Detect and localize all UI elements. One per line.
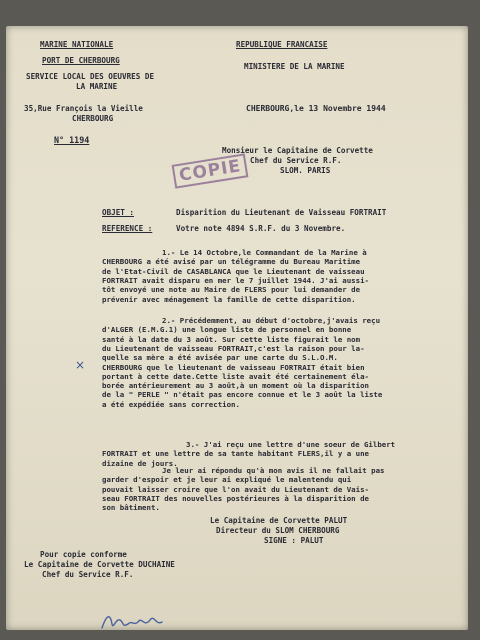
paragraph-1-line: prévenir avec ménagement la famille de cette disparition. <box>102 294 356 304</box>
handwritten-signature <box>98 606 178 636</box>
signature-line1: Le Capitaine de Corvette PALUT <box>210 516 348 525</box>
header-left-line3: SERVICE LOCAL DES OEUVRES DE <box>26 72 155 81</box>
paragraph-2-line: du Lieutenant de vaisseau FORTRAIT,c'est la raison pour la- <box>102 343 365 353</box>
paragraph-2-line: quelle sa mère a été avisée par une carte du S.L.O.M. <box>102 353 338 363</box>
paragraph-4-line: pouvait laisser croire que l'on avait du Lieutenant de Vais- <box>102 484 369 494</box>
header-left-line2: PORT DE CHERBOURG <box>42 56 120 65</box>
paragraph-4-line: garder d'espoir et je leur ai expliqué le malentendu qui <box>102 475 352 485</box>
paragraph-2-line: portant à cette date.Cette liste avait été certainement éla- <box>102 371 369 381</box>
reference-label: REFERENCE : <box>102 224 153 233</box>
paragraph-1-line: de l'Etat-Civil de CASABLANCA que le Lieutenant de vaisseau <box>102 266 365 276</box>
reference-text: Votre note 4894 S.R.F. du 3 Novembre. <box>176 224 346 233</box>
header-right-line2: MINISTERE DE LA MARINE <box>244 62 345 71</box>
paragraph-2-line: de la " PERLE " n'était pas encore connue et le 3 août la liste <box>102 390 383 400</box>
copy-line2: Le Capitaine de Corvette DUCHAINE <box>24 560 175 569</box>
paragraph-3-line: FORTRAIT et une lettre de sa tante habitant FLERS,il y a une <box>102 449 369 459</box>
paragraph-4-line: son bâtiment. <box>102 503 160 513</box>
addressee-line3: SLOM. PARIS <box>280 166 331 175</box>
paragraph-1-line: FORTRAIT avait disparu en mer le 7 juillet 1944. J'ai aussi- <box>102 275 369 285</box>
header-right-line1: REPUBLIQUE FRANCAISE <box>236 40 328 49</box>
header-left-line6: CHERBOURG <box>72 114 114 123</box>
header-left-line4: LA MARINE <box>76 82 118 91</box>
paragraph-3-line: dizaine de jours. <box>102 458 178 468</box>
paragraph-2-line: borée antérieurement au 3 août,à un moment où la disparition <box>102 381 369 391</box>
signature-line3: SIGNE : PALUT <box>264 536 324 545</box>
reference-number: N° 1194 <box>54 135 90 145</box>
copy-line1: Pour copie conforme <box>40 550 127 559</box>
copie-stamp: COPIE <box>172 153 249 188</box>
copy-line3: Chef du Service R.F. <box>42 570 134 579</box>
header-left-line1: MARINE NATIONALE <box>40 40 114 49</box>
paragraph-1-line: 1.- Le 14 Octobre,le Commandant de la Marine à <box>162 248 367 257</box>
letter-page <box>6 26 468 630</box>
paragraph-3-line: 3.- J'ai reçu une lettre d'une soeur de Gilbert <box>186 440 396 449</box>
paragraph-1-line: tôt envoyé une note au Maire de FLERS pour lui demander de <box>102 285 361 295</box>
paragraph-2-line: santé à la date du 3 août. Sur cette liste figurait le nom <box>102 334 361 344</box>
paragraph-2-line: CHERBOURG que le lieutenant de vaisseau FORTRAIT était bien <box>102 362 365 372</box>
letter-date: CHERBOURG,le 13 Novembre 1944 <box>246 104 386 113</box>
addressee-line1: Monsieur le Capitaine de Corvette <box>222 146 373 155</box>
objet-label: OBJET : <box>102 208 135 217</box>
pen-mark: × <box>75 358 86 372</box>
paragraph-4-line: seau FORTRAIT des nouvelles postérieures à la disparition de <box>102 493 369 503</box>
objet-text: Disparition du Lieutenant de Vaisseau FORTRAIT <box>176 208 387 217</box>
signature-line2: Directeur du SLOM CHERBOURG <box>216 526 340 535</box>
header-left-line5: 35,Rue François la Vieille <box>24 104 143 113</box>
paragraph-2-line: d'ALGER (E.M.G.1) une longue liste de personnel en bonne <box>102 325 352 335</box>
paragraph-1-line: CHERBOURG a été avisé par un télégramme du Bureau Maritime <box>102 257 361 267</box>
paragraph-2-line: 2.- Précédemment, au début d'octobre,j'avais reçu <box>162 316 381 325</box>
paragraph-4-line: Je leur ai répondu qu'à mon avis il ne fallait pas <box>162 466 385 475</box>
paragraph-2-line: a été expédiée sans correction. <box>102 399 240 409</box>
addressee-line2: Chef du Service R.F. <box>250 156 342 165</box>
